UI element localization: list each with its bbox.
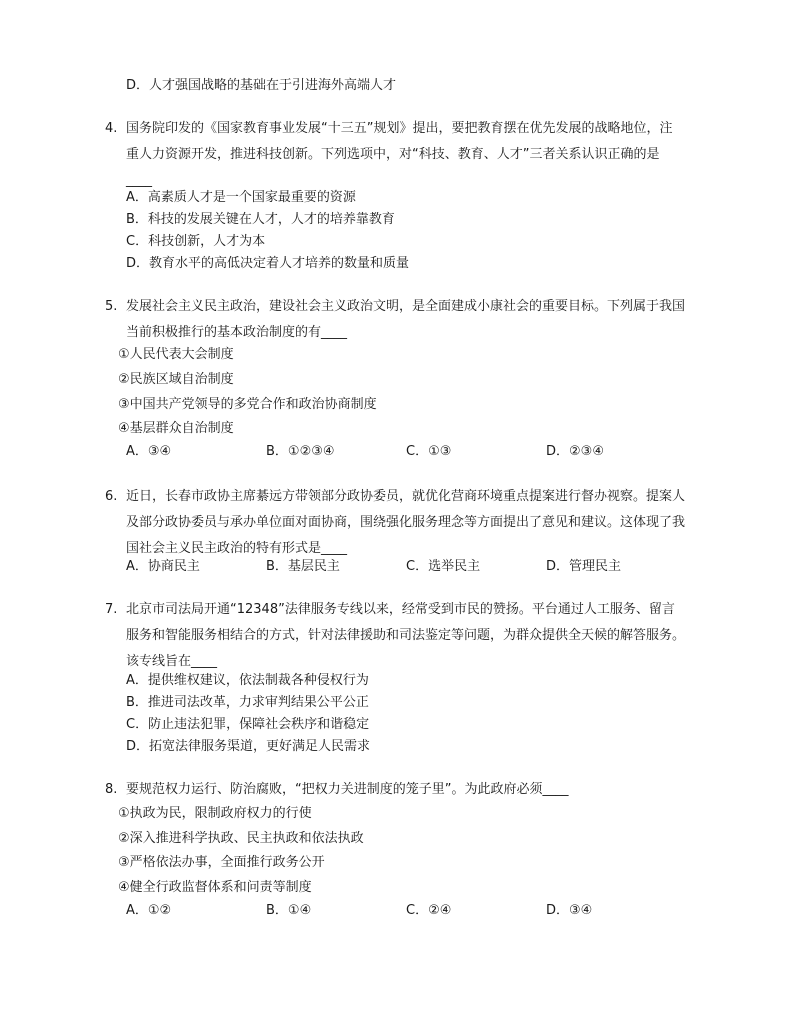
q4-stem-text: 国务院印发的《国家教育事业发展“十三五”规划》提出，要把教育摆在优先发展的战略地位，注重人力资源开发，推进科技创新。下列选项中，对“科技、教育、人才”三者关系认识正确的是____ (126, 121, 673, 188)
q7-option-b: B．推进司法改革，力求审判结果公平公正 (126, 695, 369, 710)
q5-option-d: D．②③④ (546, 444, 604, 459)
q8-item-2: ②深入推进科学执政、民主执政和依法执政 (118, 831, 364, 846)
q6-option-a: A．协商民主 (126, 559, 200, 574)
q7-stem-text: 北京市司法局开通“12348”法律服务专线以来，经常受到市民的赞扬。平台通过人工服务、留言服务和智能服务相结合的方式，针对法律援助和司法鉴定等问题，为群众提供全天候的解答服务。该专线旨在____ (126, 602, 686, 669)
q8-stem-text: 要规范权力运行、防治腐败，“把权力关进制度的笼子里”。为此政府必须____ (126, 782, 569, 797)
q5-stem (105, 294, 685, 346)
q5-option-b: B．①②③④ (266, 444, 335, 459)
q8-item-3: ③严格依法办事，全面推行政务公开 (118, 855, 325, 870)
q4-option-c: C．科技创新，人才为本 (126, 234, 266, 249)
q8-stem (105, 777, 685, 803)
q6-option-d: D．管理民主 (546, 559, 622, 574)
q4-option-a: A．高素质人才是一个国家最重要的资源 (126, 190, 356, 205)
q5-option-a: A．③④ (126, 444, 172, 459)
q6-stem-text: 近日，长春市政协主席綦远方带领部分政协委员，就优化营商环境重点提案进行督办视察。提案人及部分政协委员与承办单位面对面协商，围绕强化服务理念等方面提出了意见和建议。这体现了我国社会主义民主政治的特有形式是____ (126, 489, 686, 556)
q5-item-3: ③中国共产党领导的多党合作和政治协商制度 (118, 397, 377, 412)
q5-options-row (126, 443, 686, 461)
q7-option-d: D．拓宽法律服务渠道，更好满足人民需求 (126, 739, 371, 754)
q8-option-c: C．②④ (406, 903, 452, 918)
q5-item-4: ④基层群众自治制度 (118, 421, 234, 436)
q7-option-a: A．提供维权建议，依法制裁各种侵权行为 (126, 673, 369, 688)
q4-number: 4. (105, 121, 118, 136)
q6-stem (105, 484, 685, 562)
q4-option-b: B．科技的发展关键在人才，人才的培养靠教育 (126, 212, 395, 227)
q5-item-2: ②民族区域自治制度 (118, 372, 234, 387)
q8-option-b: B．①④ (266, 903, 312, 918)
q4-option-d: D．教育水平的高低决定着人才培养的数量和质量 (126, 256, 410, 271)
q6-option-c: C．选举民主 (406, 559, 481, 574)
q7-stem (105, 597, 685, 675)
q4-stem (105, 116, 685, 194)
q6-options-row (126, 558, 686, 576)
q8-item-4: ④健全行政监督体系和问责等制度 (118, 880, 312, 895)
q8-option-a: A．①② (126, 903, 172, 918)
q5-number: 5. (105, 299, 118, 314)
q3-option-d: D．人才强国战略的基础在于引进海外高端人才 (126, 78, 397, 93)
q8-option-d: D．③④ (546, 903, 593, 918)
q8-number: 8. (105, 782, 118, 797)
q7-number: 7. (105, 602, 118, 617)
q5-option-c: C．①③ (406, 444, 452, 459)
q5-item-1: ①人民代表大会制度 (118, 347, 234, 362)
q5-stem-text: 发展社会主义民主政治，建设社会主义政治文明，是全面建成小康社会的重要目标。下列属于我国当前积极推行的基本政治制度的有____ (126, 299, 686, 340)
q6-option-b: B．基层民主 (266, 559, 340, 574)
q8-options-row (126, 902, 686, 920)
q7-option-c: C．防止违法犯罪，保障社会秩序和谐稳定 (126, 717, 370, 732)
q8-item-1: ①执政为民，限制政府权力的行使 (118, 806, 312, 821)
q6-number: 6. (105, 489, 118, 504)
